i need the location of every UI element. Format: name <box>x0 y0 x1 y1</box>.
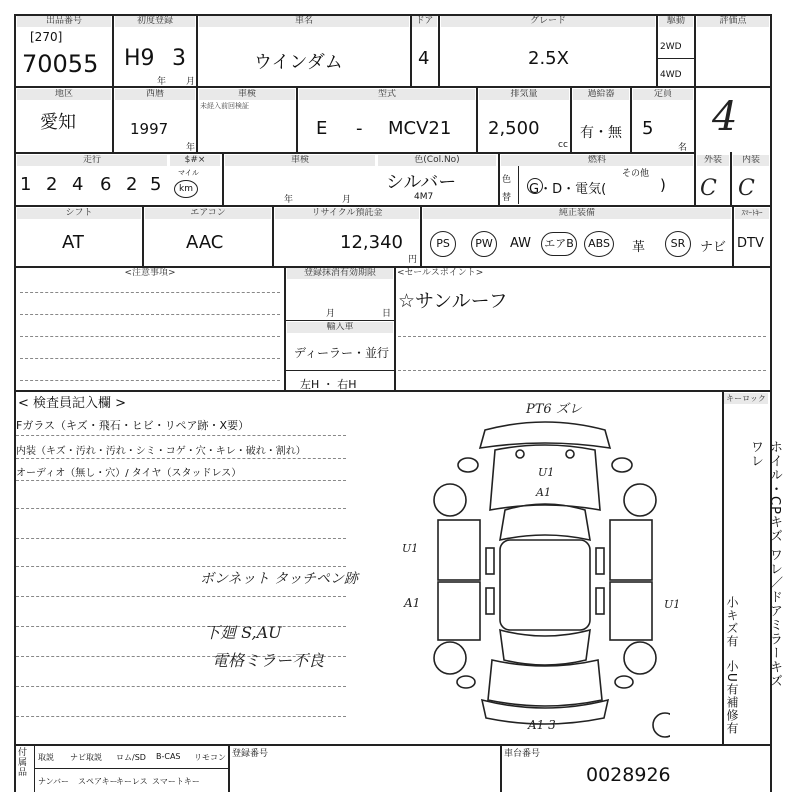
v20 <box>394 266 396 390</box>
reg-expiry-day: 日 <box>382 309 392 319</box>
drive-divider <box>656 58 694 59</box>
inspector-line <box>16 626 346 627</box>
sales-line <box>398 336 766 337</box>
notes-line <box>20 314 280 315</box>
mark-a1a: A1 <box>536 486 551 499</box>
first-reg-era: H9 <box>124 46 155 71</box>
equip-leather: 革 <box>632 240 646 255</box>
v11 <box>630 86 632 152</box>
inspector-line <box>16 686 346 687</box>
header-capacity: 定員 <box>633 89 693 100</box>
smart-key-value: DTV <box>737 236 764 251</box>
mileage-digits <box>16 168 172 202</box>
equip-ps: PS <box>430 231 456 257</box>
header-sales-point: <セールスポイント> <box>397 268 517 279</box>
lot-number: 70055 <box>22 50 99 78</box>
drive-2wd: 2WD <box>660 42 682 52</box>
inspector-line <box>16 480 346 481</box>
model-year: 1997 <box>130 120 169 138</box>
v23 <box>500 744 502 792</box>
mark-top: PT6 ズレ <box>526 402 582 417</box>
first-reg-month-label: 月 <box>186 77 196 87</box>
header-notes: <注意事項> <box>17 268 283 279</box>
mileage-unit-mile: マイル <box>178 169 199 177</box>
header-recycle: リサイクル預託金 <box>275 208 419 219</box>
sales-line <box>398 370 766 371</box>
header-mileage: 走行 <box>17 155 167 166</box>
inspector-line <box>16 435 346 436</box>
mileage-unit-km: km <box>174 180 198 198</box>
row6-bottom <box>14 744 770 746</box>
header-first-reg: 初度登録 <box>115 16 195 27</box>
row3-bottom <box>14 205 770 207</box>
exterior-grade: C <box>700 176 717 201</box>
inspector-audio: オーディオ（無し・穴）/ タイヤ（スタッドレス） <box>16 468 242 479</box>
header-drive: 駆動 <box>659 16 693 27</box>
header-yen: $#× <box>170 155 220 166</box>
mileage-digit: 1 <box>20 174 32 195</box>
bottom-label: 付属品 <box>18 748 28 778</box>
v4 <box>438 14 440 86</box>
inspection-year: 年 <box>284 195 294 205</box>
header-import: 輸入車 <box>287 322 393 333</box>
header-score: 評価点 <box>697 16 769 27</box>
equip-pw: PW <box>471 231 497 257</box>
first-reg-month: 3 <box>172 46 186 71</box>
notes-line <box>20 380 280 381</box>
v16 <box>272 205 274 266</box>
mileage-digit: 6 <box>100 174 112 195</box>
fuel-options: G・D・電気( <box>529 182 607 197</box>
lot-bracket: [270] <box>30 30 63 44</box>
displacement-unit: cc <box>558 140 568 150</box>
header-displacement: 排気量 <box>479 89 569 100</box>
first-reg-year-label: 年 <box>157 77 167 87</box>
header-exterior: 外装 <box>697 155 729 166</box>
mark-bottom: A1 3 <box>528 718 556 732</box>
reg-expiry-month: 月 <box>326 309 336 319</box>
v8 <box>296 86 298 152</box>
header-model: 型式 <box>299 89 475 100</box>
fuel-other: その他 <box>622 169 650 179</box>
v15 <box>142 205 144 266</box>
vin-value: 0028926 <box>586 764 671 786</box>
header-region: 地区 <box>17 89 111 100</box>
side-option: 小キズ有 <box>725 596 739 648</box>
mark-u1-left: U1 <box>402 542 419 555</box>
color-change-b: 替 <box>502 193 512 203</box>
bottom-mid-line <box>34 768 228 769</box>
notes-line <box>20 336 280 337</box>
notes-line <box>20 292 280 293</box>
mileage-digit: 2 <box>126 174 138 195</box>
inspector-line <box>16 716 346 717</box>
import-value: ディーラー・並行 <box>294 346 390 360</box>
shift: AT <box>62 232 84 253</box>
equip-airbag: エアB <box>541 232 577 256</box>
v17 <box>420 205 422 266</box>
model-prefix: E <box>316 118 328 139</box>
v14 <box>730 152 732 206</box>
v7 <box>196 86 198 152</box>
header-year: 西暦 <box>115 89 195 100</box>
v10 <box>570 86 572 152</box>
v13 <box>498 152 500 206</box>
mileage-digit: 5 <box>150 174 162 195</box>
v22 <box>228 744 230 792</box>
inspector-line <box>16 508 346 509</box>
inspector-glass: Fガラス（キズ・飛石・ヒビ・リペア跡・X要） <box>16 419 250 432</box>
acc-remote: リモコン <box>194 753 226 762</box>
v2 <box>196 14 198 86</box>
score-value: 4 <box>712 94 738 140</box>
drive-4wd: 4WD <box>660 70 682 80</box>
v12 <box>222 152 224 206</box>
recycle-fee: 12,340 <box>340 232 403 253</box>
header-color: 色(Col.No) <box>378 155 496 166</box>
row2-bottom <box>14 152 694 154</box>
car-diagram <box>420 410 670 740</box>
v5 <box>656 14 658 86</box>
region: 愛知 <box>40 112 76 133</box>
header-reg-expiry: 登録抹消有効期限 <box>287 268 393 279</box>
inspector-hand2: 下廻 S,AU <box>204 623 282 642</box>
v9 <box>476 86 478 152</box>
side-text: ホイル・CPキズ ワレ／ドアミラーキズ ワレ <box>748 440 782 689</box>
header-key-lock: キーロック <box>724 393 768 404</box>
inspector-line <box>16 566 346 567</box>
inspector-line <box>16 538 346 539</box>
header-inspection: 車検 <box>199 89 295 100</box>
mileage-digit: 2 <box>46 174 58 195</box>
acc-spare-key: スペアキー <box>78 777 118 786</box>
handle: 左H ・ 右H <box>300 378 357 391</box>
grade: 2.5X <box>528 48 569 69</box>
side-option: 小U有 <box>725 660 739 696</box>
header-car-name: 車名 <box>199 16 409 27</box>
model-code: MCV21 <box>388 118 452 139</box>
color-code: 4M7 <box>414 192 434 202</box>
acc-number: ナンバー <box>38 777 70 786</box>
inspector-hand3: 電格ミラー不良 <box>212 651 325 670</box>
doors: 4 <box>418 48 430 69</box>
mark-a1-left: A1 <box>404 596 421 610</box>
acc-manual: 取説 <box>38 753 54 762</box>
color-name: シルバー <box>386 172 457 193</box>
displacement: 2,500 <box>488 118 540 139</box>
equip-sr: SR <box>665 231 691 257</box>
inspection-note: 未経入前回検証 <box>200 102 249 110</box>
header-grade: グレード <box>441 16 655 27</box>
row5-bottom <box>14 390 770 392</box>
v18 <box>732 205 734 266</box>
car-name: ウインダム <box>254 52 343 73</box>
reg-no-label: 登録番号 <box>232 749 269 759</box>
v6 <box>694 14 696 206</box>
header-lot-no: 出品番号 <box>17 16 111 27</box>
interior-grade: C <box>738 176 755 201</box>
sales-point: ☆サンルーフ <box>398 290 508 312</box>
acc-bcas: B-CAS <box>156 752 181 761</box>
inspector-title: < 検査員記入欄 > <box>18 396 127 411</box>
inspector-line <box>16 458 346 459</box>
turbo: 有・無 <box>580 125 622 141</box>
capacity-unit: 名 <box>678 143 688 153</box>
model-dash: - <box>356 118 363 139</box>
inspector-hand1: ボンネット タッチペン跡 <box>200 571 359 587</box>
aircon: AAC <box>186 232 224 253</box>
header-turbo: 過給器 <box>573 89 629 100</box>
recycle-unit: 円 <box>408 255 418 265</box>
header-interior: 内装 <box>733 155 769 166</box>
v19 <box>284 266 286 390</box>
inspector-line <box>16 596 346 597</box>
equip-navi: ナビ <box>700 240 727 255</box>
mark-u1-right: U1 <box>664 598 681 611</box>
model-year-unit: 年 <box>186 143 196 153</box>
inspection-month: 月 <box>342 195 352 205</box>
color-change-divider <box>518 166 519 204</box>
header-equipment: 純正装備 <box>423 208 731 219</box>
vin-label: 車台番号 <box>504 749 541 759</box>
capacity: 5 <box>642 118 654 139</box>
header-smart-key: ｽﾏｰﾄｷｰ <box>735 208 769 219</box>
h-handle <box>284 370 394 371</box>
equip-aw: AW <box>510 236 532 251</box>
header-inspection2: 車検 <box>225 155 375 166</box>
header-door: ドア <box>412 16 437 27</box>
h-import-top <box>284 320 394 321</box>
mark-u1a: U1 <box>538 466 555 479</box>
mileage-digit: 4 <box>72 174 84 195</box>
v1 <box>112 14 114 152</box>
header-aircon: エアコン <box>145 208 271 219</box>
header-shift: シフト <box>17 208 141 219</box>
color-change-a: 色 <box>502 175 512 185</box>
fuel-close: ) <box>660 176 666 194</box>
acc-keyless: キーレス <box>116 777 148 786</box>
notes-line <box>20 358 280 359</box>
equip-abs: ABS <box>584 231 614 257</box>
acc-smart-key: スマートキー <box>152 777 200 786</box>
header-fuel: 燃料 <box>501 155 693 166</box>
acc-rom: ロム/SD <box>116 753 146 762</box>
inspector-interior: 内装（キズ・汚れ・汚れ・シミ・コゲ・穴・キレ・破れ・割れ） <box>16 446 306 457</box>
acc-navi-manual: ナビ取説 <box>70 753 102 762</box>
left-border <box>14 14 16 792</box>
side-option: 補修有 <box>725 696 739 735</box>
row1-bottom <box>14 86 770 88</box>
